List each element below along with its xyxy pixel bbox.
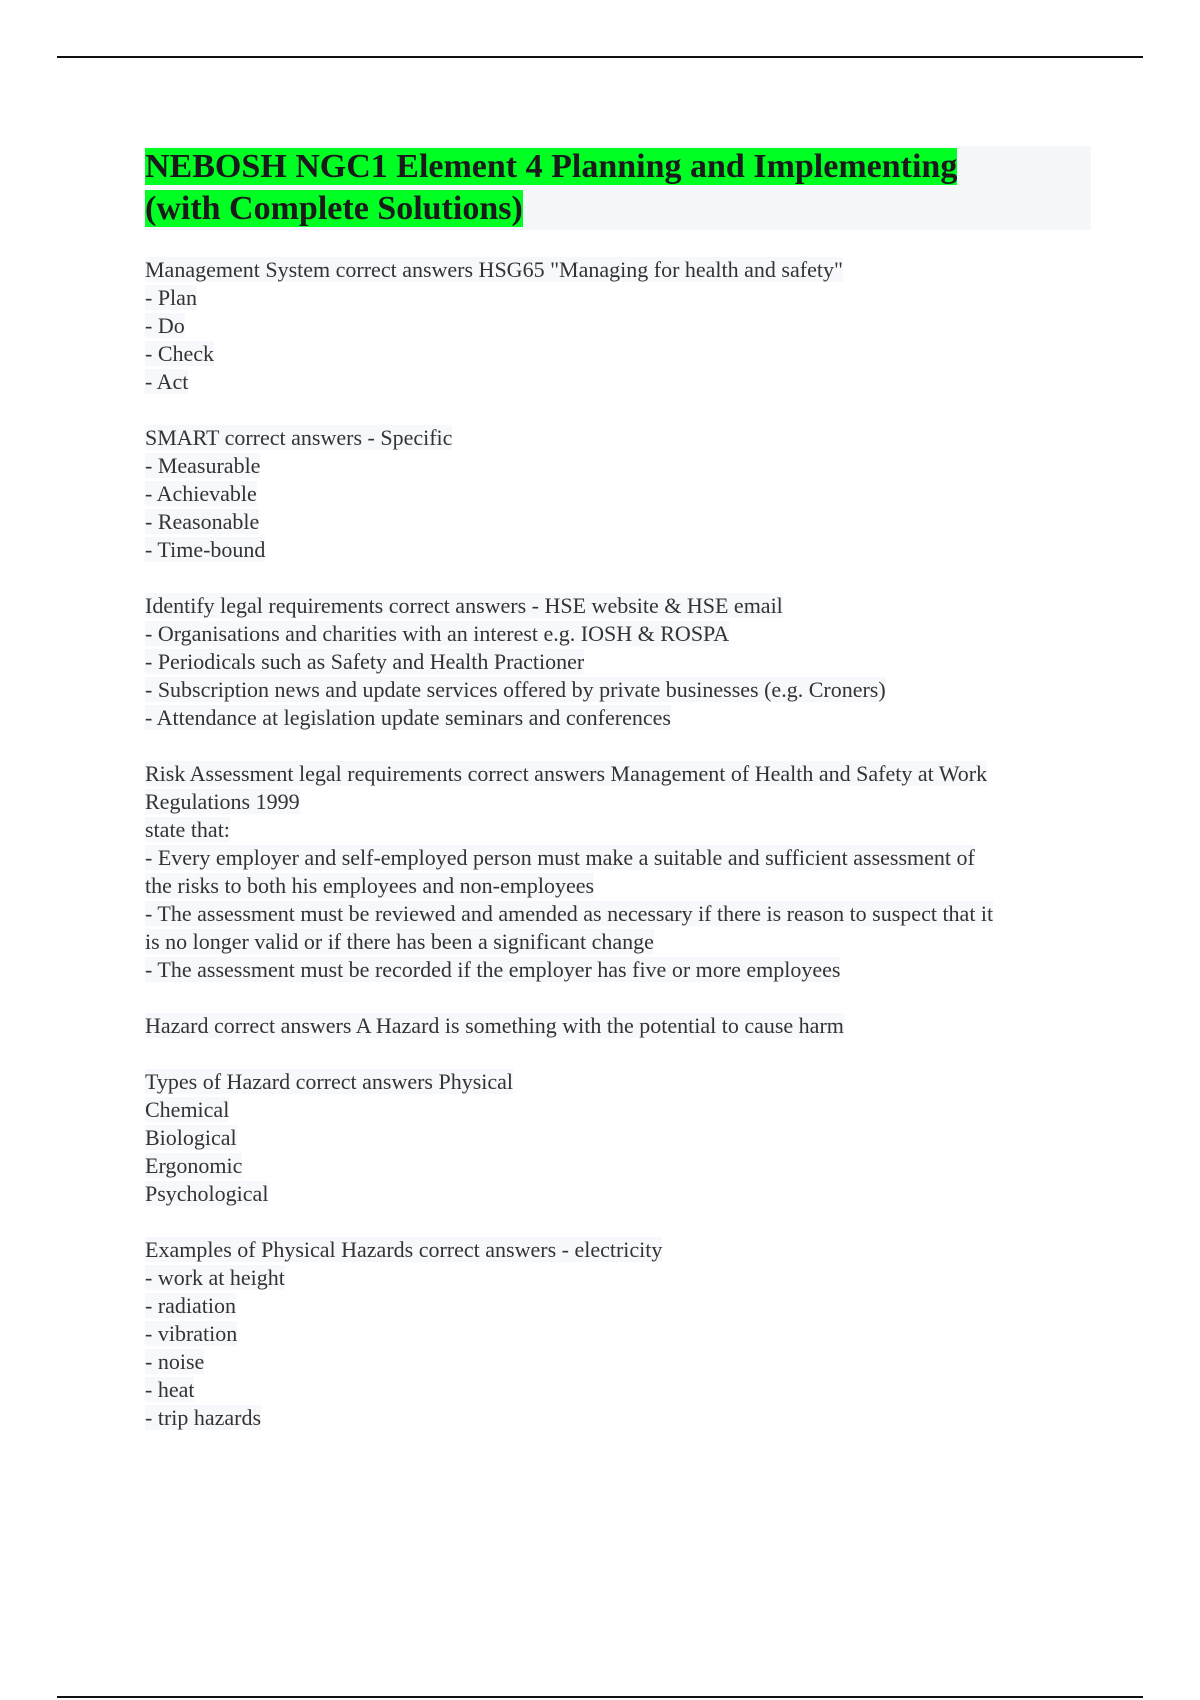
qa-content (145, 256, 1091, 1432)
title-highlight (145, 148, 957, 227)
qa-line: Management System correct answers HSG65 "Managing for health and safety" (145, 257, 843, 282)
qa-line: SMART correct answers - Specific (145, 425, 453, 450)
qa-line: - Achievable (145, 481, 257, 506)
qa-line: - Organisations and charities with an interest e.g. IOSH & ROSPA (145, 621, 730, 646)
qa-line: - work at height (145, 1265, 285, 1290)
title-line-1: NEBOSH NGC1 Element 4 Planning and Implementing (145, 148, 958, 185)
document-page (145, 146, 1091, 1460)
qa-line: - Measurable (145, 453, 261, 478)
qa-line: - Plan (145, 285, 197, 310)
qa-line: Chemical (145, 1097, 230, 1122)
qa-line: - Time-bound (145, 537, 266, 562)
qa-types-of-hazard (145, 1068, 1091, 1208)
qa-line: Regulations 1999 (145, 789, 300, 814)
qa-line: Examples of Physical Hazards correct answers - electricity (145, 1237, 663, 1262)
qa-legal-requirements (145, 592, 1091, 732)
qa-line: - Every employer and self-employed person must make a suitable and sufficient assessment of (145, 845, 975, 870)
qa-line: - radiation (145, 1293, 237, 1318)
qa-line: - The assessment must be recorded if the employer has five or more employees (145, 957, 841, 982)
qa-line: Types of Hazard correct answers Physical (145, 1069, 514, 1094)
qa-line: Psychological (145, 1181, 269, 1206)
top-rule (57, 56, 1143, 58)
qa-line: - vibration (145, 1321, 238, 1346)
qa-smart (145, 424, 1091, 564)
qa-line: - heat (145, 1377, 195, 1402)
qa-line: - noise (145, 1349, 205, 1374)
qa-line: the risks to both his employees and non-employees (145, 873, 595, 898)
document-title (145, 146, 1091, 230)
qa-line: - The assessment must be reviewed and amended as necessary if there is reason to suspect that it (145, 901, 994, 926)
qa-management-system (145, 256, 1091, 396)
qa-line: - trip hazards (145, 1405, 262, 1430)
qa-line: Biological (145, 1125, 237, 1150)
qa-line: is no longer valid or if there has been a significant change (145, 929, 654, 954)
qa-line: Ergonomic (145, 1153, 243, 1178)
title-block (145, 146, 1091, 230)
qa-line: Hazard correct answers A Hazard is something with the potential to cause harm (145, 1013, 844, 1038)
qa-line: Identify legal requirements correct answers - HSE website & HSE email (145, 593, 783, 618)
qa-line: - Act (145, 369, 189, 394)
qa-risk-assessment (145, 760, 1091, 984)
qa-line: - Subscription news and update services offered by private businesses (e.g. Croners) (145, 677, 886, 702)
qa-line: - Reasonable (145, 509, 260, 534)
qa-physical-hazards (145, 1236, 1091, 1432)
qa-line: state that: (145, 817, 230, 842)
title-line-2: (with Complete Solutions) (145, 190, 523, 227)
bottom-rule (57, 1696, 1143, 1698)
qa-hazard (145, 1012, 1091, 1040)
qa-line: - Attendance at legislation update seminars and conferences (145, 705, 671, 730)
qa-line: - Periodicals such as Safety and Health Practioner (145, 649, 585, 674)
qa-line: - Check (145, 341, 215, 366)
qa-line: Risk Assessment legal requirements correct answers Management of Health and Safety at Work (145, 761, 988, 786)
qa-line: - Do (145, 313, 185, 338)
